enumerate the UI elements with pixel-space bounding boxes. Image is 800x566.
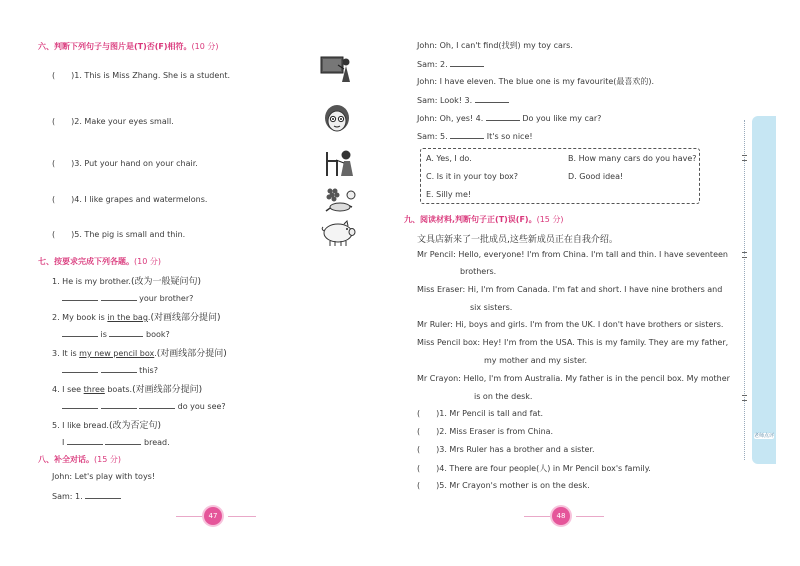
teacher-comment-label: 老师点评	[754, 433, 775, 439]
dialog-line-text: Sam: 5.	[417, 132, 448, 141]
option-a: A. Yes, I do.	[426, 154, 472, 163]
answer-paren-open: (	[52, 159, 56, 168]
section-9-title	[404, 214, 564, 225]
section-8-title	[38, 454, 121, 465]
answer-tail-text: book?	[146, 330, 170, 339]
answer-paren-open: (	[52, 230, 56, 239]
answer-paren-open: (	[417, 464, 421, 473]
pig-picture	[320, 219, 358, 247]
rewrite-a2[interactable]	[62, 328, 170, 339]
section-6-title	[38, 41, 219, 52]
judge-item-text: 5. The pig is small and thin.	[74, 230, 186, 239]
rewrite-q2	[52, 310, 221, 323]
judge-item-text: 1. This is Miss Zhang. She is a student.	[74, 71, 231, 80]
rewrite-q4-pre: 4. I see	[52, 385, 84, 394]
rewrite-q2-post: .	[147, 313, 151, 322]
girl-face-picture	[322, 103, 352, 137]
rewrite-q3-hint: (对画线部分提问)	[156, 349, 227, 359]
option-b: B. How many cars do you have?	[568, 154, 697, 163]
dialog-line-sam-5	[417, 130, 533, 141]
answer-blank[interactable]	[101, 292, 137, 301]
teacher-blackboard-picture	[320, 55, 354, 83]
reading-intro: 文具店新来了一批成员,这些新成员正在自我介绍。	[417, 235, 618, 245]
rewrite-a3[interactable]	[62, 364, 158, 375]
dialog-line-john-2: John: Oh, I can't find(找到) my toy cars.	[417, 41, 573, 50]
dialog-line-text: Sam: 2.	[417, 60, 448, 69]
answer-mid-text: is	[100, 330, 107, 339]
section-9-heading: 九、阅读材料,判断句子正(T)误(F)。	[404, 215, 537, 224]
passage-line-7: my mother and my sister.	[484, 356, 588, 365]
rewrite-q2-pre: 2. My book is	[52, 313, 108, 322]
judge-item-5	[52, 230, 185, 239]
answer-paren-close: )	[436, 445, 440, 454]
answer-blank[interactable]	[475, 94, 509, 103]
rewrite-q4-underlined: three	[83, 385, 105, 394]
answer-blank[interactable]	[450, 130, 484, 139]
answer-paren-open: (	[417, 445, 421, 454]
option-c: C. Is it in your toy box?	[426, 172, 519, 181]
answer-blank[interactable]	[105, 436, 141, 445]
answer-blank[interactable]	[101, 364, 137, 373]
rewrite-q3	[52, 346, 227, 359]
answer-blank[interactable]	[450, 58, 484, 67]
section-8-heading: 八、补全对话。	[38, 455, 94, 464]
judge-item-text: 4. I like grapes and watermelons.	[74, 195, 208, 204]
answer-tail-text: do you see?	[177, 402, 226, 411]
judge-item-4	[52, 195, 207, 204]
answer-blank[interactable]	[139, 400, 175, 409]
answer-paren-close: )	[71, 195, 75, 204]
dialog-line-text: Sam: Look! 3.	[417, 96, 473, 105]
answer-tail-text: bread.	[144, 438, 170, 447]
tf-item-4	[417, 463, 651, 474]
answer-paren-open: (	[417, 409, 421, 418]
answer-tail-text: your brother?	[139, 294, 194, 303]
cut-mark	[742, 252, 747, 258]
page-number-right: 48	[552, 507, 570, 525]
answer-paren-open: (	[52, 71, 56, 80]
answer-paren-open: (	[417, 427, 421, 436]
cut-line	[744, 120, 745, 460]
rewrite-q1-text: 1. He is my brother.	[52, 277, 131, 286]
passage-line-9: is on the desk.	[474, 392, 533, 401]
answer-blank[interactable]	[101, 400, 137, 409]
dialog-line-tail: It's so nice!	[486, 132, 533, 141]
rewrite-q3-pre: 3. It is	[52, 349, 80, 358]
answer-paren-close: )	[436, 481, 440, 490]
answer-blank[interactable]	[62, 328, 98, 337]
dialog-line-john-4	[417, 112, 601, 123]
dialog-line-sam-1	[52, 490, 121, 501]
rewrite-q5-hint: (改为否定句)	[108, 421, 162, 431]
dialog-line-john: John: Let's play with toys!	[52, 472, 156, 481]
answer-blank[interactable]	[62, 292, 98, 301]
passage-line-2: brothers.	[460, 267, 497, 276]
grapes-watermelon-picture	[322, 185, 356, 213]
answer-paren-open: (	[52, 117, 56, 126]
side-tab	[752, 116, 776, 464]
footer-ornament-left	[524, 516, 552, 517]
judge-item-2	[52, 117, 174, 126]
dialog-line-sam-2	[417, 58, 484, 69]
rewrite-q2-underlined: in the bag	[107, 313, 148, 322]
passage-line-6: Miss Pencil box: Hey! I'm from the USA. This is my family. They are my father,	[417, 338, 729, 347]
rewrite-q1-hint: (改为一般疑问句)	[130, 277, 202, 287]
rewrite-q3-post: .	[154, 349, 157, 358]
answer-paren-close: )	[71, 117, 75, 126]
answer-paren-close: )	[436, 409, 440, 418]
answer-paren-close: )	[71, 230, 75, 239]
section-6-heading: 六、判断下列句子与图片是(T)否(F)相符。	[38, 42, 192, 51]
passage-line-1: Mr Pencil: Hello, everyone! I'm from China. I'm tall and thin. I have seventeen	[417, 250, 728, 259]
dialog-line-text: Sam: 1.	[52, 492, 83, 501]
answer-paren-close: )	[71, 71, 75, 80]
answer-blank[interactable]	[85, 490, 121, 499]
passage-line-5: Mr Ruler: Hi, boys and girls. I'm from the UK. I don't have brothers or sisters.	[417, 320, 724, 329]
answer-paren-close: )	[71, 159, 75, 168]
page-number-left: 47	[204, 507, 222, 525]
answer-paren-open: (	[52, 195, 56, 204]
answer-blank[interactable]	[62, 400, 98, 409]
tf-item-1	[417, 409, 543, 418]
rewrite-a5[interactable]	[62, 436, 170, 447]
section-6-points: (10 分)	[191, 42, 219, 51]
judge-item-text: 3. Put your hand on your chair.	[74, 159, 198, 168]
dialog-line-tail: Do you like my car?	[522, 114, 602, 123]
rewrite-q4-post: boats.	[104, 385, 133, 394]
rewrite-q5	[52, 418, 161, 431]
tf-item-text: 3. Mrs Ruler has a brother and a sister.	[439, 445, 595, 454]
answer-paren-open: (	[417, 481, 421, 490]
section-7-title	[38, 256, 161, 267]
passage-line-3: Miss Eraser: Hi, I'm from Canada. I'm fat and short. I have nine brothers and	[417, 285, 723, 294]
judge-item-1	[52, 71, 230, 80]
tf-item-5	[417, 481, 590, 490]
cut-mark	[742, 155, 747, 161]
section-9-points: (15 分)	[536, 215, 564, 224]
rewrite-q1	[52, 274, 201, 287]
rewrite-q2-hint: (对画线部分提问)	[150, 313, 221, 323]
answer-blank[interactable]	[486, 112, 520, 121]
tf-item-text: 4. There are four people(人) in Mr Pencil box's family.	[439, 464, 651, 473]
rewrite-q4-hint: (对画线部分提问)	[132, 385, 203, 395]
rewrite-a1[interactable]	[62, 292, 193, 303]
passage-line-4: six sisters.	[470, 303, 513, 312]
answer-blank[interactable]	[67, 436, 103, 445]
footer-ornament-right	[576, 516, 604, 517]
dialog-line-text: John: Oh, yes! 4.	[417, 114, 484, 123]
cut-mark	[742, 395, 747, 401]
tf-item-3	[417, 445, 595, 454]
dialog-line-john-3: John: I have eleven. The blue one is my favourite(最喜欢的).	[417, 77, 655, 86]
rewrite-q4	[52, 382, 202, 395]
passage-line-8: Mr Crayon: Hello, I'm from Australia. My father is in the pencil box. My mother	[417, 374, 730, 383]
footer-ornament-left	[176, 516, 204, 517]
footer-ornament-right	[228, 516, 256, 517]
tf-item-text: 2. Miss Eraser is from China.	[439, 427, 554, 436]
judge-item-3	[52, 159, 198, 168]
rewrite-q5-text: 5. I like bread.	[52, 421, 109, 430]
option-d: D. Good idea!	[568, 172, 624, 181]
section-7-heading: 七、按要求完成下列各题。	[38, 257, 134, 266]
dialog-line-sam-3	[417, 94, 509, 105]
answer-paren-close: )	[436, 427, 440, 436]
judge-item-text: 2. Make your eyes small.	[74, 117, 174, 126]
answer-paren-close: )	[436, 464, 440, 473]
rewrite-q3-underlined: my new pencil box	[79, 349, 155, 358]
answer-tail-text: this?	[139, 366, 158, 375]
tf-item-text: 1. Mr Pencil is tall and fat.	[439, 409, 544, 418]
girl-chair-picture	[322, 148, 356, 178]
rewrite-a4[interactable]	[62, 400, 226, 411]
answer-blank[interactable]	[62, 364, 98, 373]
answer-head-text: I	[62, 438, 65, 447]
option-e: E. Silly me!	[426, 190, 472, 199]
section-7-points: (10 分)	[134, 257, 161, 266]
tf-item-text: 5. Mr Crayon's mother is on the desk.	[439, 481, 590, 490]
answer-blank[interactable]	[109, 328, 143, 337]
tf-item-2	[417, 427, 553, 436]
section-8-points: (15 分)	[94, 455, 121, 464]
